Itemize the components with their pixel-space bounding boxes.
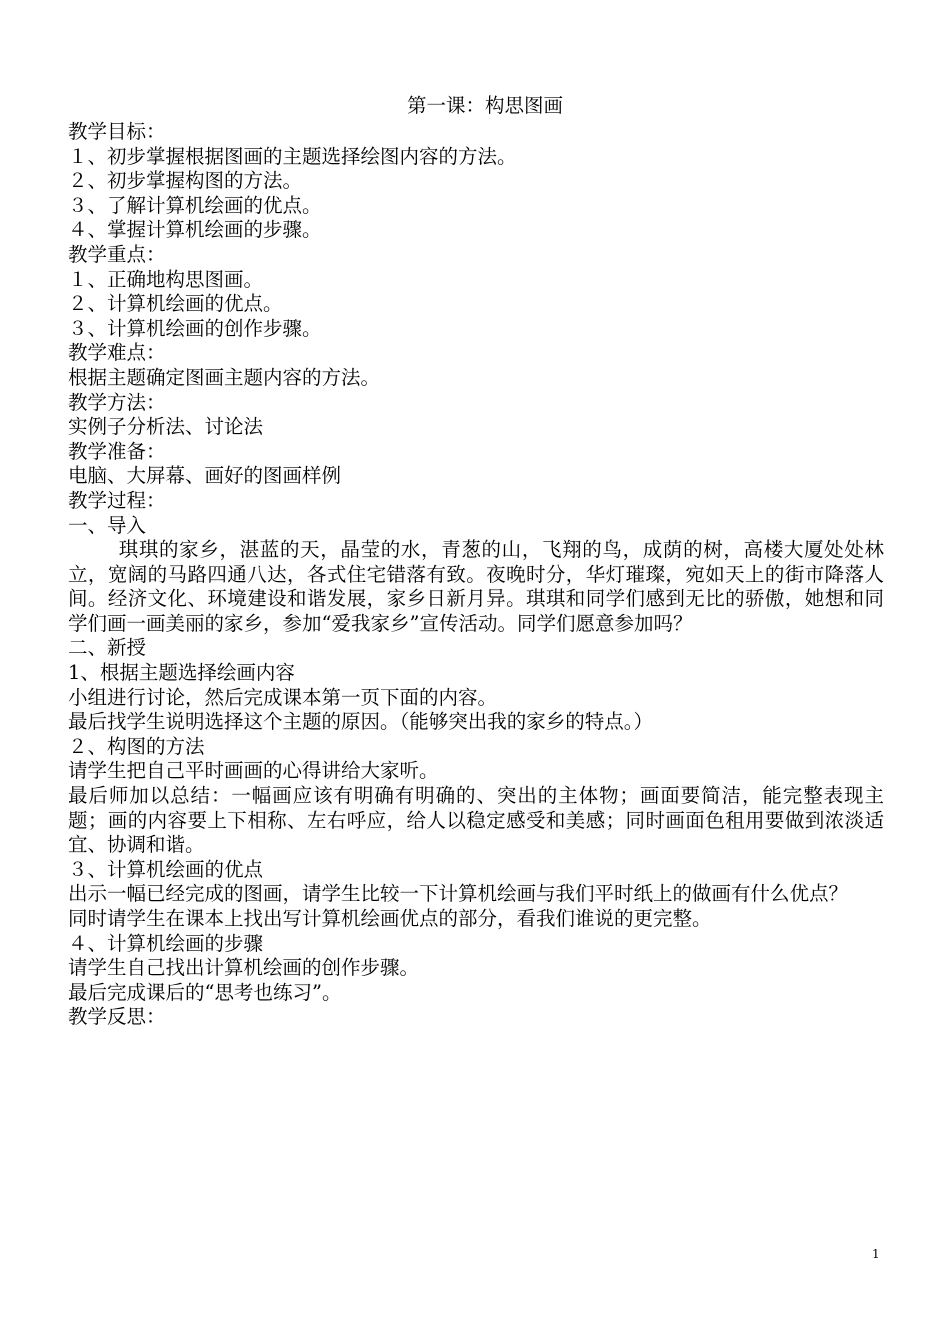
section-intro-heading: 一、导入 (68, 513, 147, 537)
methods-text: 实例子分析法、讨论法 (68, 415, 264, 439)
page-number: 1 (872, 1247, 880, 1261)
subsection-4-text-2: 最后完成课后的“思考也练习”。 (68, 980, 342, 1004)
preparation-text: 电脑、大屏幕、画好的图画样例 (68, 464, 342, 488)
subsection-1-heading: 1、根据主题选择绘画内容 (68, 661, 295, 685)
heading-process: 教学过程： (68, 488, 166, 512)
section-new-heading: 二、新授 (68, 636, 147, 660)
key-point-2: ２、计算机绘画的优点。 (68, 292, 283, 316)
goal-item-2: ２、初步掌握构图的方法。 (68, 169, 303, 193)
goal-item-4: ４、掌握计算机绘画的步骤。 (68, 218, 322, 242)
key-point-1: １、正确地构思图画。 (68, 267, 264, 291)
subsection-3-text: 同时请学生在课本上找出写计算机绘画优点的部分，看我们谁说的更完整。 (68, 907, 712, 930)
subsection-4-heading: ４、计算机绘画的步骤 (68, 931, 264, 955)
goal-item-1: １、初步掌握根据图画的主题选择绘图内容的方法。 (68, 144, 517, 168)
composition-summary: 最后师加以总结：一幅画应该有明确有明确的、突出的主体物；画面要简洁，能完整表现主题；画的内容要上下相称、左右呼应，给人以稳定感受和美感；同时画面色租用要做到浓淡适宜、协调和谐。 (68, 784, 884, 857)
heading-key-points: 教学重点： (68, 242, 166, 266)
heading-difficulties: 教学难点： (68, 341, 166, 365)
subsection-3-heading: ３、计算机绘画的优点 (68, 857, 264, 881)
heading-reflection: 教学反思： (68, 1005, 166, 1029)
heading-teaching-goals: 教学目标： (68, 120, 166, 143)
document-body (68, 92, 884, 1030)
subsection-2-text-1: 请学生把自己平时画画的心得讲给大家听。 (68, 759, 439, 783)
subsection-3-question: 出示一幅已经完成的图画，请学生比较一下计算机绘画与我们平时纸上的做画有什么优点？ (68, 882, 849, 906)
lesson-title: 第一课：构思图画 (406, 94, 563, 117)
key-point-3: ３、计算机绘画的创作步骤。 (68, 316, 322, 340)
subsection-1-text-1: 小组进行讨论，然后完成课本第一页下面的内容。 (68, 685, 498, 709)
subsection-4-text-1: 请学生自己找出计算机绘画的创作步骤。 (68, 956, 420, 980)
heading-preparation: 教学准备： (68, 439, 166, 463)
difficulty-text: 根据主题确定图画主题内容的方法。 (68, 365, 381, 389)
heading-methods: 教学方法： (68, 390, 166, 414)
goal-item-3: ３、了解计算机绘画的优点。 (68, 193, 322, 217)
subsection-2-heading: ２、构图的方法 (68, 734, 205, 758)
subsection-1-text-2: 最后找学生说明选择这个主题的原因。（能够突出我的家乡的特点。） (68, 710, 654, 734)
intro-paragraph: 琪琪的家乡，湛蓝的天，晶莹的水，青葱的山，飞翔的鸟，成荫的树，高楼大厦处处林立，宽阔的马路四通八达，各式住宅错落有致。夜晚时分，华灯璀璨，宛如天上的街市降落人间。经济文化、环境建设和谐发展，家乡日新月异。琪琪和同学们感到无比的骄傲，她想和同学们画一画美丽的家乡，参加“爱我家乡”宣传活动。同学们愿意参加吗？ (68, 538, 884, 635)
